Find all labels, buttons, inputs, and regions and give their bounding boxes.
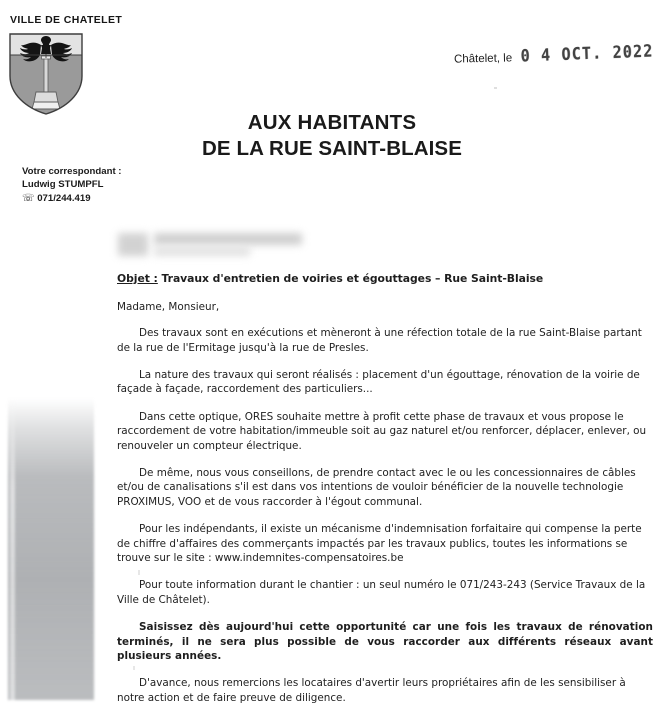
page-title — [0, 110, 664, 162]
body-paragraph-highlight: Saisissez dès aujourd'hui cette opportunité car une fois les travaux de rénovation terminés, il ne sera plus possible de vous raccorder aux différents réseaux avant plusieurs années. — [117, 621, 653, 663]
letter-body — [117, 272, 653, 718]
redaction-block — [118, 233, 148, 256]
body-paragraph: Des travaux sont en exécutions et mèneront à une réfection totale de la rue Saint-Blaise partant de la rue de l'Ermitage jusqu'à la rue de Presles. — [117, 327, 642, 354]
letterhead — [6, 14, 216, 116]
correspondent-phone-line — [22, 192, 122, 205]
correspondent-phone: 071/244.419 — [37, 192, 91, 204]
city-name: VILLE DE CHATELET — [10, 14, 123, 26]
body-paragraph: De même, nous vous conseillons, de prendre contact avec le ou les concessionnaires de câbles et/ou de canalisations s'il est dans vos intentions de vouloir bénéficier de la nouvelle technologie PROXIMUS, VOO et de vous raccorder à l'égout communal. — [117, 466, 636, 509]
subject-text: Travaux d'entretien de voiries et égouttages – Rue Saint-Blaise — [161, 272, 544, 285]
scan-shadow-artifact — [8, 398, 94, 700]
page-title-line1: AUX HABITANTS — [247, 111, 417, 134]
body-paragraph: Pour toute information durant le chantier : un seul numéro le 071/243-243 (Service Travaux de la Ville de Châtelet). — [117, 579, 646, 606]
subject-line — [117, 272, 653, 287]
recipient-address-redacted — [118, 231, 314, 261]
correspondent-name: Ludwig STUMPFL — [22, 179, 104, 191]
body-paragraph: Pour les indépendants, il existe un mécanisme d'indemnisation forfaitaire qui compense la perte de chiffre d'affaires des commerçants impactés par les travaux publics, toutes les informations se trouve sur le site : www.indemnites-compensatoires.be — [117, 523, 642, 565]
date-stamp: 0 4 OCT. 2022 — [520, 40, 654, 66]
redaction-block — [154, 247, 250, 256]
subject-label: Objet : — [117, 272, 158, 285]
body-paragraph: D'avance, nous remercions les locataires d'avertir leurs propriétaires afin de les sensibiliser à notre action et de faire preuve de diligence. — [117, 677, 626, 704]
correspondent-block — [22, 165, 122, 205]
body-paragraph: Dans cette optique, ORES souhaite mettre à profit cette phase de travaux et vous propose le raccordement de votre habitation/immeuble soit au gaz naturel et/ou renforcer, déplacer, enlever, ou renouveler un compteur électrique. — [117, 410, 647, 452]
body-paragraph: La nature des travaux qui seront réalisés : placement d'un égouttage, rénovation de la voirie de façade à façade, raccordement des particuliers... — [117, 368, 640, 396]
date-line — [453, 40, 654, 66]
redaction-block — [154, 233, 302, 245]
scan-speck-artifact — [494, 87, 497, 89]
page-title-line2: DE LA RUE SAINT-BLAISE — [202, 137, 462, 160]
date-label: Châtelet, le — [453, 52, 513, 66]
coat-of-arms-icon — [8, 32, 84, 116]
salutation: Madame, Monsieur, — [117, 300, 220, 313]
correspondent-label: Votre correspondant : — [22, 166, 122, 177]
phone-icon: ☏ — [22, 192, 35, 204]
